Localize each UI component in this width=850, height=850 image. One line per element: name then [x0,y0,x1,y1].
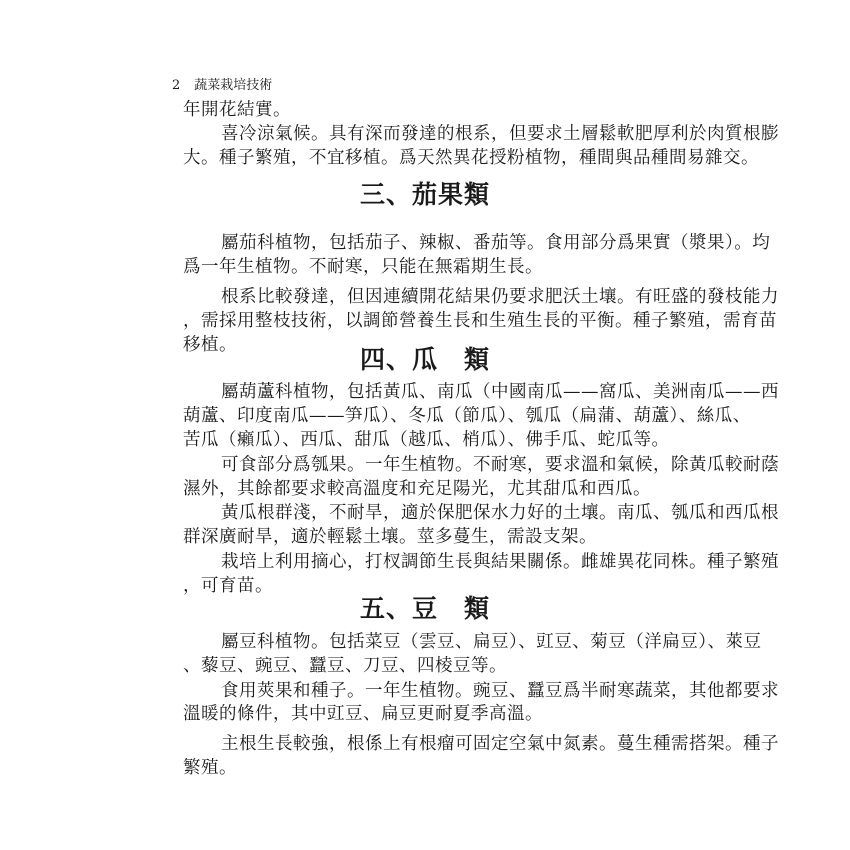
text-line: 屬葫蘆科植物，包括黃瓜、南瓜（中國南瓜——窩瓜、美洲南瓜——西 [221,382,779,402]
text-line: 葫蘆、印度南瓜——笋瓜）、冬瓜（節瓜）、瓠瓜（扁蒲、葫蘆）、絲瓜、 [183,406,751,426]
text-line: 食用莢果和種子。一年生植物。豌豆、蠶豆爲半耐寒蔬菜，其他都要求 [221,681,779,701]
text-line: 、藜豆、豌豆、蠶豆、刀豆、四棱豆等。 [183,656,507,676]
text-line: 苦瓜（癩瓜）、西瓜、甜瓜（越瓜、梢瓜）、佛手瓜、蛇瓜等。 [183,430,670,450]
text-line: 屬茄科植物，包括茄子、辣椒、番茄等。食用部分爲果實（漿果）。均 [221,233,771,253]
text-line: 黃瓜根群淺，不耐旱，適於保肥保水力好的土壤。南瓜、瓠瓜和西瓜根 [221,503,779,523]
text-line: ，可育苗。 [183,576,273,596]
text-line: 溫暖的條件，其中豇豆、扁豆更耐夏季高溫。 [183,704,543,724]
text-line: 栽培上利用摘心，打杈調節生長與結果關係。雌雄異花同株。種子繁殖 [221,552,779,572]
text-line: 移植。 [183,335,237,355]
page-number: 2 [172,78,181,93]
running-title: 蔬菜栽培技術 [194,78,273,93]
text-line: 主根生長較強，根係上有根瘤可固定空氣中氮素。蔓生種需搭架。種子 [221,734,779,754]
text-line: 年開花結實。 [183,100,291,120]
text-line: 繁殖。 [183,758,237,778]
text-line: ，需採用整枝技術，以調節營養生長和生殖生長的平衡。種子繁殖，需育苗 [183,311,777,331]
section-heading: 四、瓜 類 [359,345,490,374]
text-line: 根系比較發達，但因連續開花結果仍要求肥沃土壤。有旺盛的發枝能力 [221,287,779,307]
section-heading: 五、豆 類 [359,594,490,623]
text-line: 爲一年生植物。不耐寒，只能在無霜期生長。 [183,257,543,277]
text-line: 喜冷涼氣候。具有深而發達的根系，但要求土層鬆軟肥厚利於肉質根膨 [221,124,779,144]
text-line: 濕外，其餘都要求較高溫度和充足陽光，尤其甜瓜和西瓜。 [183,479,651,499]
text-line: 群深廣耐旱，適於輕鬆土壤。莖多蔓生，需設支架。 [183,527,597,547]
text-line: 大。種子繁殖，不宜移植。爲天然異花授粉植物，種間與品種間易雜交。 [183,148,759,168]
section-heading: 三、茄果類 [359,180,490,209]
text-line: 屬豆科植物。包括菜豆（雲豆、扁豆）、豇豆、菊豆（洋扁豆）、萊豆 [221,632,762,652]
running-header [172,74,286,93]
text-line: 可食部分爲瓠果。一年生植物。不耐寒，要求溫和氣候，除黃瓜較耐蔭 [221,455,779,475]
